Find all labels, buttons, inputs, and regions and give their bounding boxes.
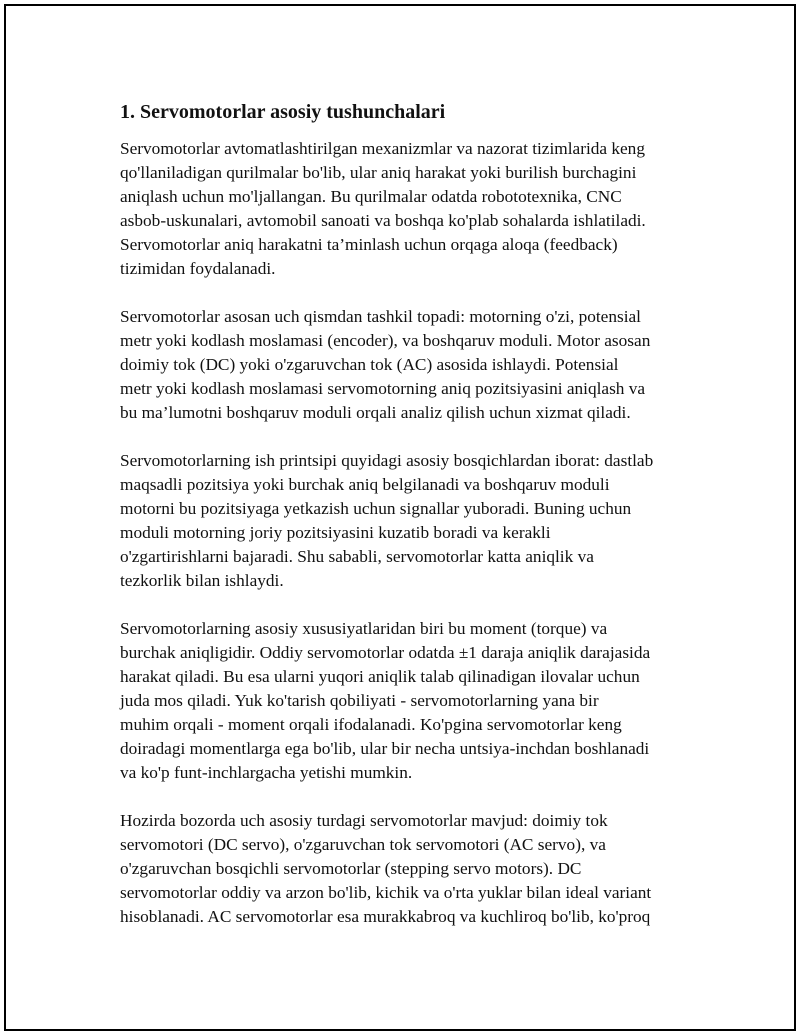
text-line: hisoblanadi. AC servomotorlar esa murakkabroq va kuchliroq bo'lib, ko'proq <box>120 907 651 926</box>
text-line: metr yoki kodlash moslamasi (encoder), va boshqaruv moduli. Motor asosan <box>120 331 651 350</box>
text-line: maqsadli pozitsiya yoki burchak aniq belgilanadi va boshqaruv moduli <box>120 475 610 494</box>
text-line: burchak aniqligidir. Oddiy servomotorlar odatda ±1 daraja aniqlik darajasida <box>120 643 651 662</box>
paragraph <box>120 809 695 929</box>
paragraph <box>120 305 695 425</box>
paragraph <box>120 449 695 593</box>
text-line: asbob-uskunalari, avtomobil sanoati va boshqa ko'plab sohalarda ishlatiladi. <box>120 211 646 230</box>
text-line: motorni bu pozitsiyaga yetkazish uchun signallar yuboradi. Buning uchun <box>120 499 632 518</box>
text-line: o'zgartirishlarni bajaradi. Shu sababli, servomotorlar katta aniqlik va <box>120 547 594 566</box>
page-frame <box>4 4 796 1031</box>
text-line: Servomotorlar asosan uch qismdan tashkil topadi: motorning o'zi, potensial <box>120 307 641 326</box>
text-line: servomotori (DC servo), o'zgaruvchan tok servomotori (AC servo), va <box>120 835 606 854</box>
section-heading: 1. Servomotorlar asosiy tushunchalari <box>120 101 446 123</box>
text-line: Servomotorlarning ish printsipi quyidagi asosiy bosqichlardan iborat: dastlab <box>120 451 654 470</box>
text-line: Servomotorlarning asosiy xususiyatlaridan biri bu moment (torque) va <box>120 619 608 638</box>
text-line: harakat qiladi. Bu esa ularni yuqori aniqlik talab qilinadigan ilovalar uchun <box>120 667 640 686</box>
text-line: o'zgaruvchan bosqichli servomotorlar (stepping servo motors). DC <box>120 859 582 878</box>
paragraph <box>120 617 695 785</box>
text-line: Servomotorlar avtomatlashtirilgan mexanizmlar va nazorat tizimlarida keng <box>120 139 645 158</box>
text-line: va ko'p funt-inchlargacha yetishi mumkin. <box>120 763 413 782</box>
text-line: metr yoki kodlash moslamasi servomotorning aniq pozitsiyasini aniqlash va <box>120 379 646 398</box>
text-line: aniqlash uchun mo'ljallangan. Bu qurilmalar odatda robototexnika, CNC <box>120 187 622 206</box>
text-line: juda mos qiladi. Yuk ko'tarish qobiliyati - servomotorlarning yana bir <box>120 691 599 710</box>
paragraph <box>120 137 695 281</box>
text-line: muhim orqali - moment orqali ifodalanadi. Ko'pgina servomotorlar keng <box>120 715 622 734</box>
text-line: Servomotorlar aniq harakatni ta’minlash uchun orqaga aloqa (feedback) <box>120 235 618 254</box>
text-line: doimiy tok (DC) yoki o'zgaruvchan tok (AC) asosida ishlaydi. Potensial <box>120 355 619 374</box>
text-line: qo'llaniladigan qurilmalar bo'lib, ular aniq harakat yoki burilish burchagini <box>120 163 637 182</box>
text-line: moduli motorning joriy pozitsiyasini kuzatib boradi va kerakli <box>120 523 551 542</box>
document-body <box>120 98 695 953</box>
text-line: doiradagi momentlarga ega bo'lib, ular bir necha untsiya-inchdan boshlanadi <box>120 739 650 758</box>
text-line: tezkorlik bilan ishlaydi. <box>120 571 284 590</box>
text-line: tizimidan foydalanadi. <box>120 259 276 278</box>
text-line: bu ma’lumotni boshqaruv moduli orqali analiz qilish uchun xizmat qiladi. <box>120 403 631 422</box>
text-line: servomotorlar oddiy va arzon bo'lib, kichik va o'rta yuklar bilan ideal variant <box>120 883 652 902</box>
text-line: Hozirda bozorda uch asosiy turdagi servomotorlar mavjud: doimiy tok <box>120 811 608 830</box>
